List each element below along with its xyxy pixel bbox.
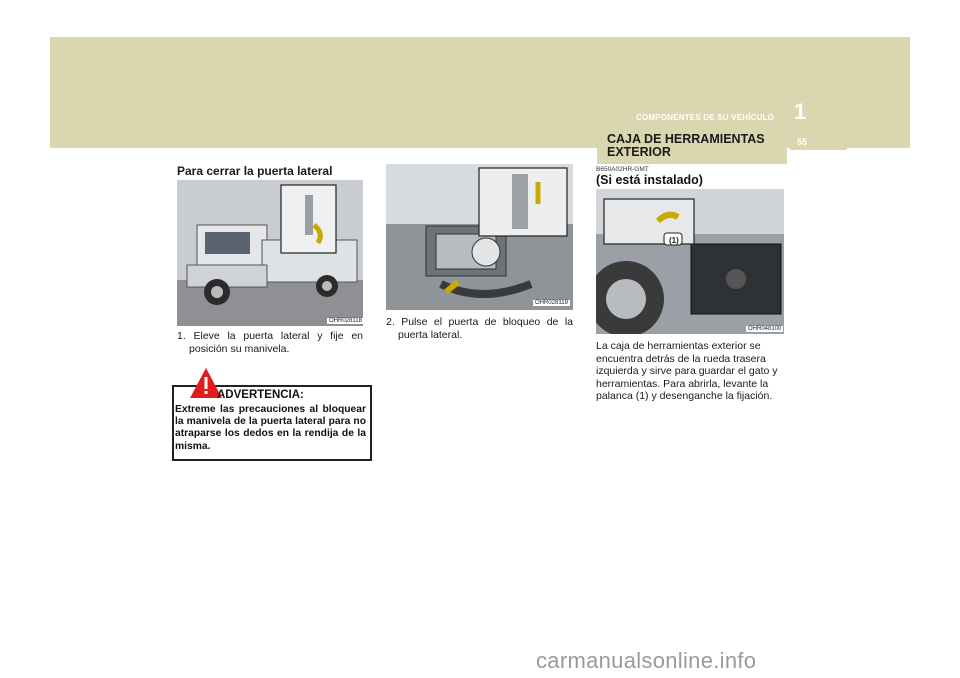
warning-text: Extreme las precauciones al bloquear la manivela de la puerta lateral para no atraparse los dedos en la rendija de la misma. bbox=[175, 404, 366, 452]
truck-side-door-image bbox=[177, 180, 363, 326]
side-door-lock-image bbox=[386, 164, 573, 310]
section-tab-title: CAJA DE HERRAMIENTAS EXTERIOR bbox=[607, 132, 765, 159]
toolbox-image bbox=[596, 189, 784, 334]
toolbox-description: La caja de herramientas exterior se encuentra detrás de la rueda trasera izquierda y sirve para guardar el gato y herramientas. Para abrirla, levante la palanca (1) y desenganche la fijación. bbox=[596, 340, 778, 402]
lever-callout: (1) bbox=[669, 236, 679, 245]
step-1-text: 1. Eleve la puerta lateral y fije en posición su manivela. bbox=[177, 330, 363, 355]
warning-title: ADVERTENCIA: bbox=[217, 389, 304, 401]
section-title: COMPONENTES DE SU VEHÍCULO bbox=[636, 113, 775, 122]
image-code-1: OHR028118 bbox=[329, 318, 362, 324]
subheading-if-installed: (Si está instalado) bbox=[596, 173, 703, 187]
chapter-number: 1 bbox=[794, 99, 807, 124]
page-number: 55 bbox=[797, 137, 808, 147]
step-2-text: 2. Pulse el puerta de bloqueo de la puerta lateral. bbox=[386, 316, 573, 341]
heading-close-side-door: Para cerrar la puerta lateral bbox=[177, 164, 333, 178]
section-code: B650A02HR-GMT bbox=[596, 166, 649, 173]
watermark: carmanualsonline.info bbox=[536, 648, 757, 673]
image-code-3: OHR048100 bbox=[748, 326, 782, 332]
image-code-2: OHR028119 bbox=[535, 300, 568, 306]
